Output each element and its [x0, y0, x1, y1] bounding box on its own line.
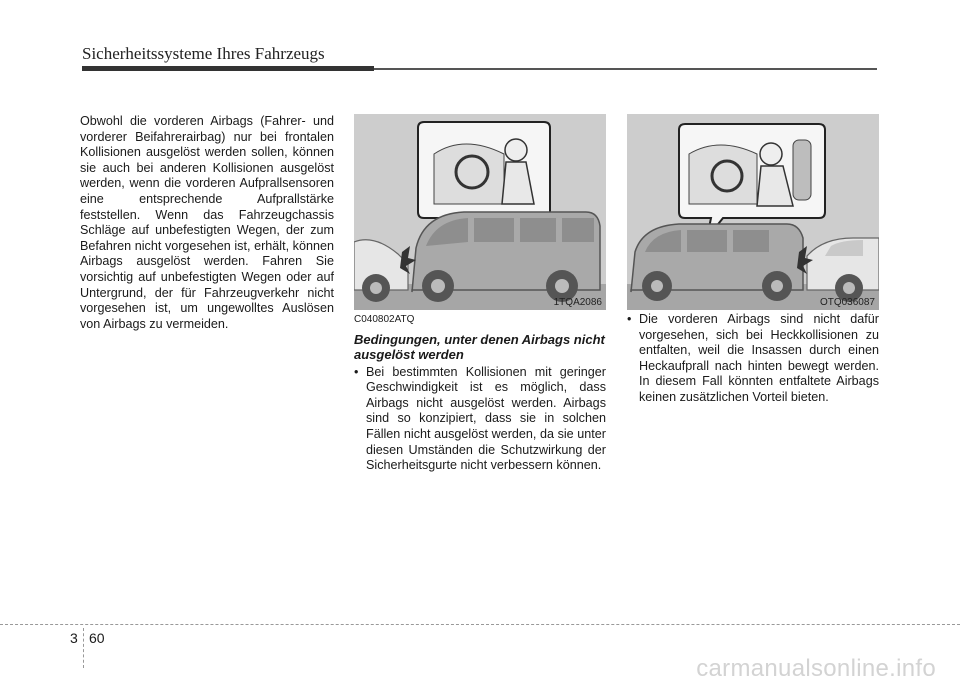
bullet-symbol: •: [627, 312, 632, 326]
bullet-text: Die vorderen Airbags sind nicht dafür vorgesehen, sich bei Heckkollisionen zu entfalten, weil die Insassen durch einen Heckaufprall nach hinten bewegt werden. In diesem Fall könnten entfaltete Airbags keinen zusätzlichen Vorteil bieten.: [639, 312, 879, 404]
header-rule-thin: [374, 68, 877, 70]
header-rule-thick: [82, 66, 374, 71]
chapter-number: 3: [70, 630, 78, 646]
section-heading: Bedingungen, unter denen Airbags nicht ausgelöst werden: [354, 331, 605, 362]
body-paragraph: Obwohl die vorderen Airbags (Fahrer- und vorderer Beifahrerairbag) nur bei frontalen Kollisionen ausgelöst werden sollen, können sie auch bei anderen Kollisionen ausgelöst werden, wenn die vorderen Aufprallsensoren eine entsprechende Aufprallstärke feststellen. Wenn das Fahrzeugchassis Schläge auf unbefestigten Wegen, der zum Befahren nicht vorgesehen ist, erhält, können Airbags ausgelöst werden. Fahren Sie vorsichtig auf unbefestigten Wegen oder auf Untergrund, der für Fahrzeugverkehr nicht vorgesehen ist, um ungewolltes Auslösen von Airbags zu vermeiden.: [80, 114, 334, 331]
bullet-symbol: •: [354, 364, 359, 379]
watermark: carmanualsonline.info: [696, 655, 936, 682]
front-collision-illustration: [354, 114, 606, 310]
section-code: C040802ATQ: [354, 314, 415, 325]
figure-code-label: 1TQA2086: [553, 297, 602, 308]
bullet-text: Bei bestimmten Kollisionen mit geringer Geschwindigkeit ist es möglich, dass Airbags nicht ausgelöst werden. Airbags sind so konzipiert, dass sie in solchen Fällen nicht ausgelöst werden, da sie unter diesen Umständen die Schutzwirkung der Sicherheitsgurte nicht verbessern können.: [366, 364, 606, 473]
bullet-item: [627, 312, 879, 406]
rear-collision-illustration: [627, 114, 879, 310]
page-number: 60: [89, 630, 105, 646]
bullet-item: [354, 365, 606, 474]
right-column: [627, 312, 879, 406]
front-collision-drawing: [354, 114, 606, 310]
left-column: [80, 114, 334, 332]
rear-collision-drawing: [627, 114, 879, 310]
figure-code-label: OTQ036087: [819, 297, 875, 308]
page-header-title: Sicherheitssysteme Ihres Fahrzeugs: [82, 44, 325, 63]
middle-column: [354, 312, 606, 474]
footer-divider: [83, 628, 84, 668]
footer-rule: [0, 624, 960, 625]
